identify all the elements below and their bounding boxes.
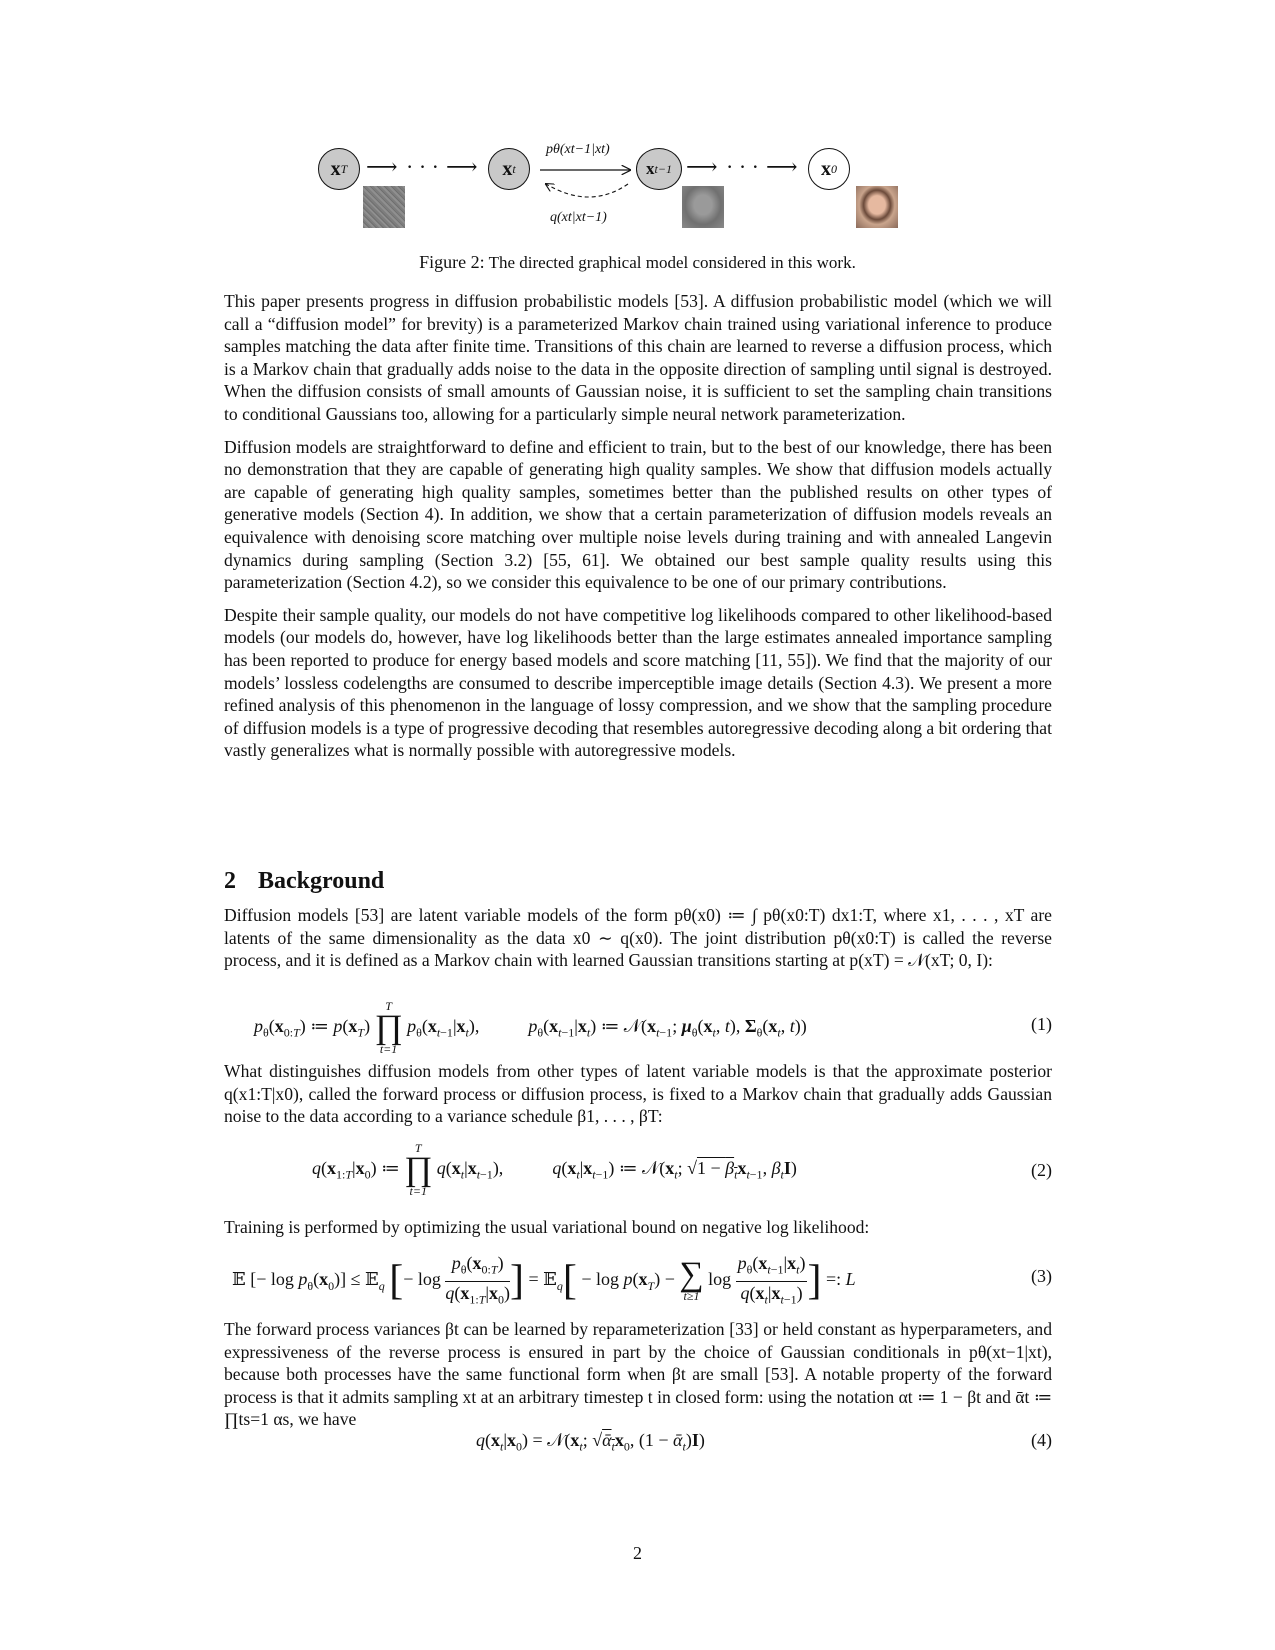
equation-2-body: $q(x_{1:T}|x_0)$ ≔ T ∏ t=1 $q(x_t|x_{t-1})$, $q(x_t|x_{t-1})$ ≔ $𝒩(x_t$; $√1 - \beta_tx_{t-1}$, $\beta_tI$) xyxy=(312,1141,797,1198)
dots-1: · · · xyxy=(406,154,439,179)
node-x0: x 0 xyxy=(808,148,850,190)
equation-number: (1) xyxy=(1031,1014,1052,1034)
equation-number: (3) xyxy=(1031,1266,1052,1286)
reverse-edge-label: pθ(xt−1|xt) xyxy=(546,142,610,157)
paragraph: Diffusion models are straightforward to define and efficient to train, but to the best of our knowledge, there has been no demonstration that they are capable of generating high quality samples. We show that diffusion models actually are capable of generating high quality samples, sometimes better than the published results on other types of generative models (Section 4). In addition, we show that a certain parameterization of diffusion models reveals an equivalence with denoising score matching over multiple noise levels during training and with annealed Langevin dynamics during sampling (Section 3.2) [55, 61]. We obtained our best sample quality results using this parameterization (Section 4.2), so we consider this equivalence to be one of our primary contributions. xyxy=(224,436,1052,593)
arrow-1: ⟶ xyxy=(366,154,398,179)
arrow-3: ⟶ xyxy=(686,154,718,179)
equation-2 xyxy=(224,1134,1052,1202)
figure-caption: Figure 2: The directed graphical model considered in this work. xyxy=(419,252,856,272)
equation-1-body: $p_\theta(x_{0:T})$ ≔ $p(x_T)$ T ∏ t=1 $p_\theta(x_{t-1}|x_t)$, $p_\theta(x_{t-1}|x_t)$ ≔ $𝒩(x_{t-1}$; $\mu_\theta(x_t$, t), $\Sigma_\theta(x_t$, t)) xyxy=(254,999,807,1056)
paragraph: Despite their sample quality, our models do not have competitive log likelihoods compared to other likelihood-based models (our models do, however, have log likelihoods better than the large estimates annealed importance sampling has been reported to produce for energy based models and score matching [11, 55]). We find that the majority of our models’ lossless codelengths are consumed to describe imperceptible image details (Section 4.3). We present a more refined analysis of this phenomenon in the language of lossy compression, and we show that the sampling procedure of diffusion models is a type of progressive decoding that resembles autoregressive decoding along a bit ordering that vastly generalizes what is normally possible with autoregressive models. xyxy=(224,604,1052,761)
arrow-2: ⟶ xyxy=(446,154,478,179)
noisy-face-image xyxy=(682,186,724,228)
node-xT: x T xyxy=(318,148,360,190)
arrow-4: ⟶ xyxy=(766,154,798,179)
intro-text xyxy=(224,290,1052,772)
node-xt-1: x t−1 xyxy=(636,148,682,190)
node-xt: x t xyxy=(488,148,530,190)
equation-4 xyxy=(224,1430,1052,1460)
equation-3 xyxy=(224,1248,1052,1310)
equation-4-body: $q(x_t|x_0)$ = $𝒩(x_t$; $√ᾱ_tx_0$, (1 − ᾱ$_t$)I) xyxy=(476,1430,705,1454)
background-paragraph-1: Diffusion models [53] are latent variable models of the form pθ(x0) ≔ ∫ pθ(x0:T) dx1:T, where x1, . . . , xT are latents of the same dimensionality as the data x0 ∼ q(x0). The joint distribution pθ(x0:T) is called the reverse process, and it is defined as a Markov chain with learned Gaussian transitions starting at p(xT) = 𝒩(xT; 0, I): xyxy=(224,905,1052,971)
section-heading: 2 Background xyxy=(224,868,385,894)
equation-3-body: 𝔼 [− $\log p_\theta(x_0)$] ≤ 𝔼$_q$ [− log $\frac{p_\theta(x_{0:T})}{q(x_{1:T}|x_0)}$ ] = 𝔼$_q$[ − $\log p(x_T)$ − ∑ t≥1 log $\frac{p_\theta(x_{t-1}|x_t)}{q(x_t|x_{t-1})}$ ] =: L xyxy=(232,1253,856,1307)
dots-2: · · · xyxy=(726,154,759,179)
paragraph: This paper presents progress in diffusion probabilistic models [53]. A diffusion probabilistic model (which we will call a “diffusion model” for brevity) is a parameterized Markov chain trained using variational inference to produce samples matching the data after finite time. Transitions of this chain are learned to reverse a diffusion process, which is a Markov chain that gradually adds noise to the data in the opposite direction of sampling until signal is destroyed. When the diffusion consists of small amounts of Gaussian noise, it is sufficient to set the sampling chain transitions to conditional Gaussians too, allowing for a particularly simple neural network parameterization. xyxy=(224,291,1052,424)
background-paragraph-4: The forward process variances βt can be learned by reparameterization [33] or held constant as hyperparameters, and expressiveness of the reverse process is ensured in part by the choice of Gaussian conditionals in pθ(xt−1|xt), because both processes have the same functional form when βt are small [53]. A notable property of the forward process is that it admits sampling xt at an arbitrary timestep t in closed form: using the notation αt ≔ 1 − βt and ᾱt ≔ ∏ts=1 αs, we have xyxy=(224,1319,1052,1430)
forward-edge-label: q(xt|xt−1) xyxy=(550,210,607,225)
background-paragraph-2: What distinguishes diffusion models from other types of latent variable models is that the approximate posterior q(x1:T|x0), called the forward process or diffusion process, is fixed to a Markov chain that gradually adds Gaussian noise to the data according to a variance schedule β1, . . . , βT: xyxy=(224,1061,1052,1127)
equation-number: (4) xyxy=(1031,1430,1052,1450)
background-paragraph-3: Training is performed by optimizing the usual variational bound on negative log likelihood: xyxy=(224,1217,870,1237)
graphical-model-figure xyxy=(318,140,958,250)
clean-face-image xyxy=(856,186,898,228)
noise-image-xT xyxy=(363,186,405,228)
page-number: 2 xyxy=(633,1543,642,1563)
equation-1 xyxy=(224,988,1052,1056)
equation-number: (2) xyxy=(1031,1160,1052,1180)
